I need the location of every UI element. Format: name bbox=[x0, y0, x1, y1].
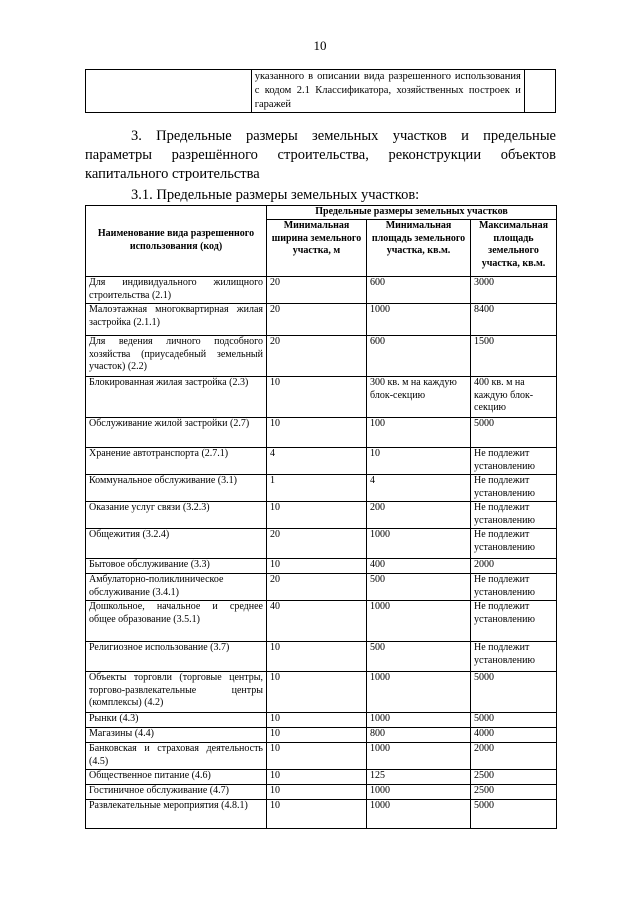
cell-name: Для ведения личного подсобного хозяйства (приусадебный земельный участок) (2.2) bbox=[86, 335, 267, 376]
cell-min-width: 10 bbox=[267, 799, 367, 828]
cell-min-area: 500 bbox=[367, 573, 471, 600]
cell-max-area: Не подлежит установлению bbox=[471, 600, 557, 641]
cell-name: Хранение автотранспорта (2.7.1) bbox=[86, 447, 267, 474]
cell-max-area: 400 кв. м на каждую блок-секцию bbox=[471, 376, 557, 417]
cell-max-area: Не подлежит установлению bbox=[471, 501, 557, 528]
header-name: Наименование вида разрешенного использования (код) bbox=[86, 206, 267, 277]
table-row bbox=[86, 335, 557, 376]
section-3-1-heading: 3.1. Предельные размеры земельных участков: bbox=[131, 187, 420, 203]
cell-min-area: 1000 bbox=[367, 303, 471, 335]
continuation-empty-cell bbox=[524, 70, 555, 113]
cell-max-area: 5000 bbox=[471, 799, 557, 828]
cell-min-width: 20 bbox=[267, 573, 367, 600]
table-row bbox=[86, 799, 557, 828]
cell-min-area: 1000 bbox=[367, 712, 471, 727]
cell-min-area: 500 bbox=[367, 641, 471, 671]
cell-min-area: 1000 bbox=[367, 671, 471, 712]
cell-min-area: 1000 bbox=[367, 600, 471, 641]
cell-min-width: 10 bbox=[267, 417, 367, 447]
cell-min-area: 4 bbox=[367, 474, 471, 501]
cell-min-width: 10 bbox=[267, 784, 367, 799]
table-body bbox=[86, 276, 557, 828]
table-row bbox=[86, 600, 557, 641]
cell-name: Банковская и страховая деятельность (4.5) bbox=[86, 742, 267, 769]
table-row bbox=[86, 573, 557, 600]
cell-max-area: 8400 bbox=[471, 303, 557, 335]
cell-name: Блокированная жилая застройка (2.3) bbox=[86, 376, 267, 417]
cell-name: Объекты торговли (торговые центры, торгово-развлекательные центры (комплексы) (4.2) bbox=[86, 671, 267, 712]
cell-min-area: 600 bbox=[367, 335, 471, 376]
cell-name: Коммунальное обслуживание (3.1) bbox=[86, 474, 267, 501]
cell-min-area: 1000 bbox=[367, 528, 471, 558]
table-row bbox=[86, 784, 557, 799]
cell-min-width: 10 bbox=[267, 501, 367, 528]
cell-min-width: 20 bbox=[267, 528, 367, 558]
cell-max-area: Не подлежит установлению bbox=[471, 573, 557, 600]
cell-min-area: 300 кв. м на каждую блок-секцию bbox=[367, 376, 471, 417]
cell-min-width: 10 bbox=[267, 727, 367, 742]
table-row bbox=[86, 769, 557, 784]
header-min-width: Минимальная ширина земельного участка, м bbox=[267, 219, 367, 276]
cell-min-width: 20 bbox=[267, 335, 367, 376]
cell-max-area: Не подлежит установлению bbox=[471, 447, 557, 474]
cell-max-area: 2000 bbox=[471, 558, 557, 573]
cell-min-area: 800 bbox=[367, 727, 471, 742]
cell-max-area: 2500 bbox=[471, 769, 557, 784]
cell-min-width: 40 bbox=[267, 600, 367, 641]
table-row bbox=[86, 276, 557, 303]
cell-min-area: 1000 bbox=[367, 742, 471, 769]
continuation-table bbox=[85, 69, 556, 113]
continuation-empty-cell bbox=[86, 70, 252, 113]
table-row bbox=[86, 303, 557, 335]
cell-name: Дошкольное, начальное и среднее общее образование (3.5.1) bbox=[86, 600, 267, 641]
cell-max-area: 2000 bbox=[471, 742, 557, 769]
cell-min-area: 600 bbox=[367, 276, 471, 303]
table-row bbox=[86, 558, 557, 573]
cell-min-width: 10 bbox=[267, 671, 367, 712]
table-row bbox=[86, 671, 557, 712]
cell-max-area: Не подлежит установлению bbox=[471, 641, 557, 671]
cell-min-width: 10 bbox=[267, 769, 367, 784]
table-row bbox=[86, 417, 557, 447]
cell-min-area: 1000 bbox=[367, 784, 471, 799]
cell-max-area: 4000 bbox=[471, 727, 557, 742]
cell-max-area: 1500 bbox=[471, 335, 557, 376]
cell-min-width: 1 bbox=[267, 474, 367, 501]
cell-max-area: 3000 bbox=[471, 276, 557, 303]
table-row bbox=[86, 727, 557, 742]
cell-min-width: 10 bbox=[267, 742, 367, 769]
table-row bbox=[86, 641, 557, 671]
section-3-heading: 3. Предельные размеры земельных участков и предельные параметры разрешённого строительства, реконструкции объектов капитального строительства bbox=[85, 128, 556, 182]
cell-min-area: 1000 bbox=[367, 799, 471, 828]
table-row bbox=[86, 501, 557, 528]
cell-name: Рынки (4.3) bbox=[86, 712, 267, 727]
cell-name: Оказание услуг связи (3.2.3) bbox=[86, 501, 267, 528]
cell-min-area: 400 bbox=[367, 558, 471, 573]
cell-min-width: 10 bbox=[267, 558, 367, 573]
page-number: 10 bbox=[313, 38, 327, 53]
cell-min-width: 10 bbox=[267, 376, 367, 417]
table-row bbox=[86, 742, 557, 769]
table-row bbox=[86, 712, 557, 727]
cell-name: Религиозное использование (3.7) bbox=[86, 641, 267, 671]
cell-name: Для индивидуального жилищного строительства (2.1) bbox=[86, 276, 267, 303]
table-row bbox=[86, 447, 557, 474]
land-plot-sizes-table bbox=[85, 205, 557, 829]
cell-max-area: Не подлежит установлению bbox=[471, 528, 557, 558]
cell-min-width: 10 bbox=[267, 712, 367, 727]
cell-min-width: 4 bbox=[267, 447, 367, 474]
cell-name: Общественное питание (4.6) bbox=[86, 769, 267, 784]
cell-min-area: 10 bbox=[367, 447, 471, 474]
cell-min-area: 200 bbox=[367, 501, 471, 528]
cell-name: Гостиничное обслуживание (4.7) bbox=[86, 784, 267, 799]
cell-min-area: 125 bbox=[367, 769, 471, 784]
cell-max-area: 5000 bbox=[471, 671, 557, 712]
cell-max-area: 2500 bbox=[471, 784, 557, 799]
header-group: Предельные размеры земельных участков bbox=[267, 206, 557, 220]
cell-name: Магазины (4.4) bbox=[86, 727, 267, 742]
cell-name: Амбулаторно-поликлиническое обслуживание (3.4.1) bbox=[86, 573, 267, 600]
cell-max-area: 5000 bbox=[471, 712, 557, 727]
cell-name: Бытовое обслуживание (3.3) bbox=[86, 558, 267, 573]
cell-name: Обслуживание жилой застройки (2.7) bbox=[86, 417, 267, 447]
cell-max-area: 5000 bbox=[471, 417, 557, 447]
cell-min-width: 20 bbox=[267, 276, 367, 303]
cell-name: Малоэтажная многоквартирная жилая застройка (2.1.1) bbox=[86, 303, 267, 335]
cell-max-area: Не подлежит установлению bbox=[471, 474, 557, 501]
cell-name: Общежития (3.2.4) bbox=[86, 528, 267, 558]
table-row bbox=[86, 474, 557, 501]
cell-min-width: 10 bbox=[267, 641, 367, 671]
table-row bbox=[86, 376, 557, 417]
header-min-area: Минимальная площадь земельного участка, кв.м. bbox=[367, 219, 471, 276]
continuation-text: указанного в описании вида разрешенного использования с кодом 2.1 Классификатора, хозяйственных построек и гаражей bbox=[251, 70, 524, 113]
cell-min-width: 20 bbox=[267, 303, 367, 335]
header-max-area: Максимальная площадь земельного участка, кв.м. bbox=[471, 219, 557, 276]
cell-min-area: 100 bbox=[367, 417, 471, 447]
table-row bbox=[86, 528, 557, 558]
cell-name: Развлекательные мероприятия (4.8.1) bbox=[86, 799, 267, 828]
